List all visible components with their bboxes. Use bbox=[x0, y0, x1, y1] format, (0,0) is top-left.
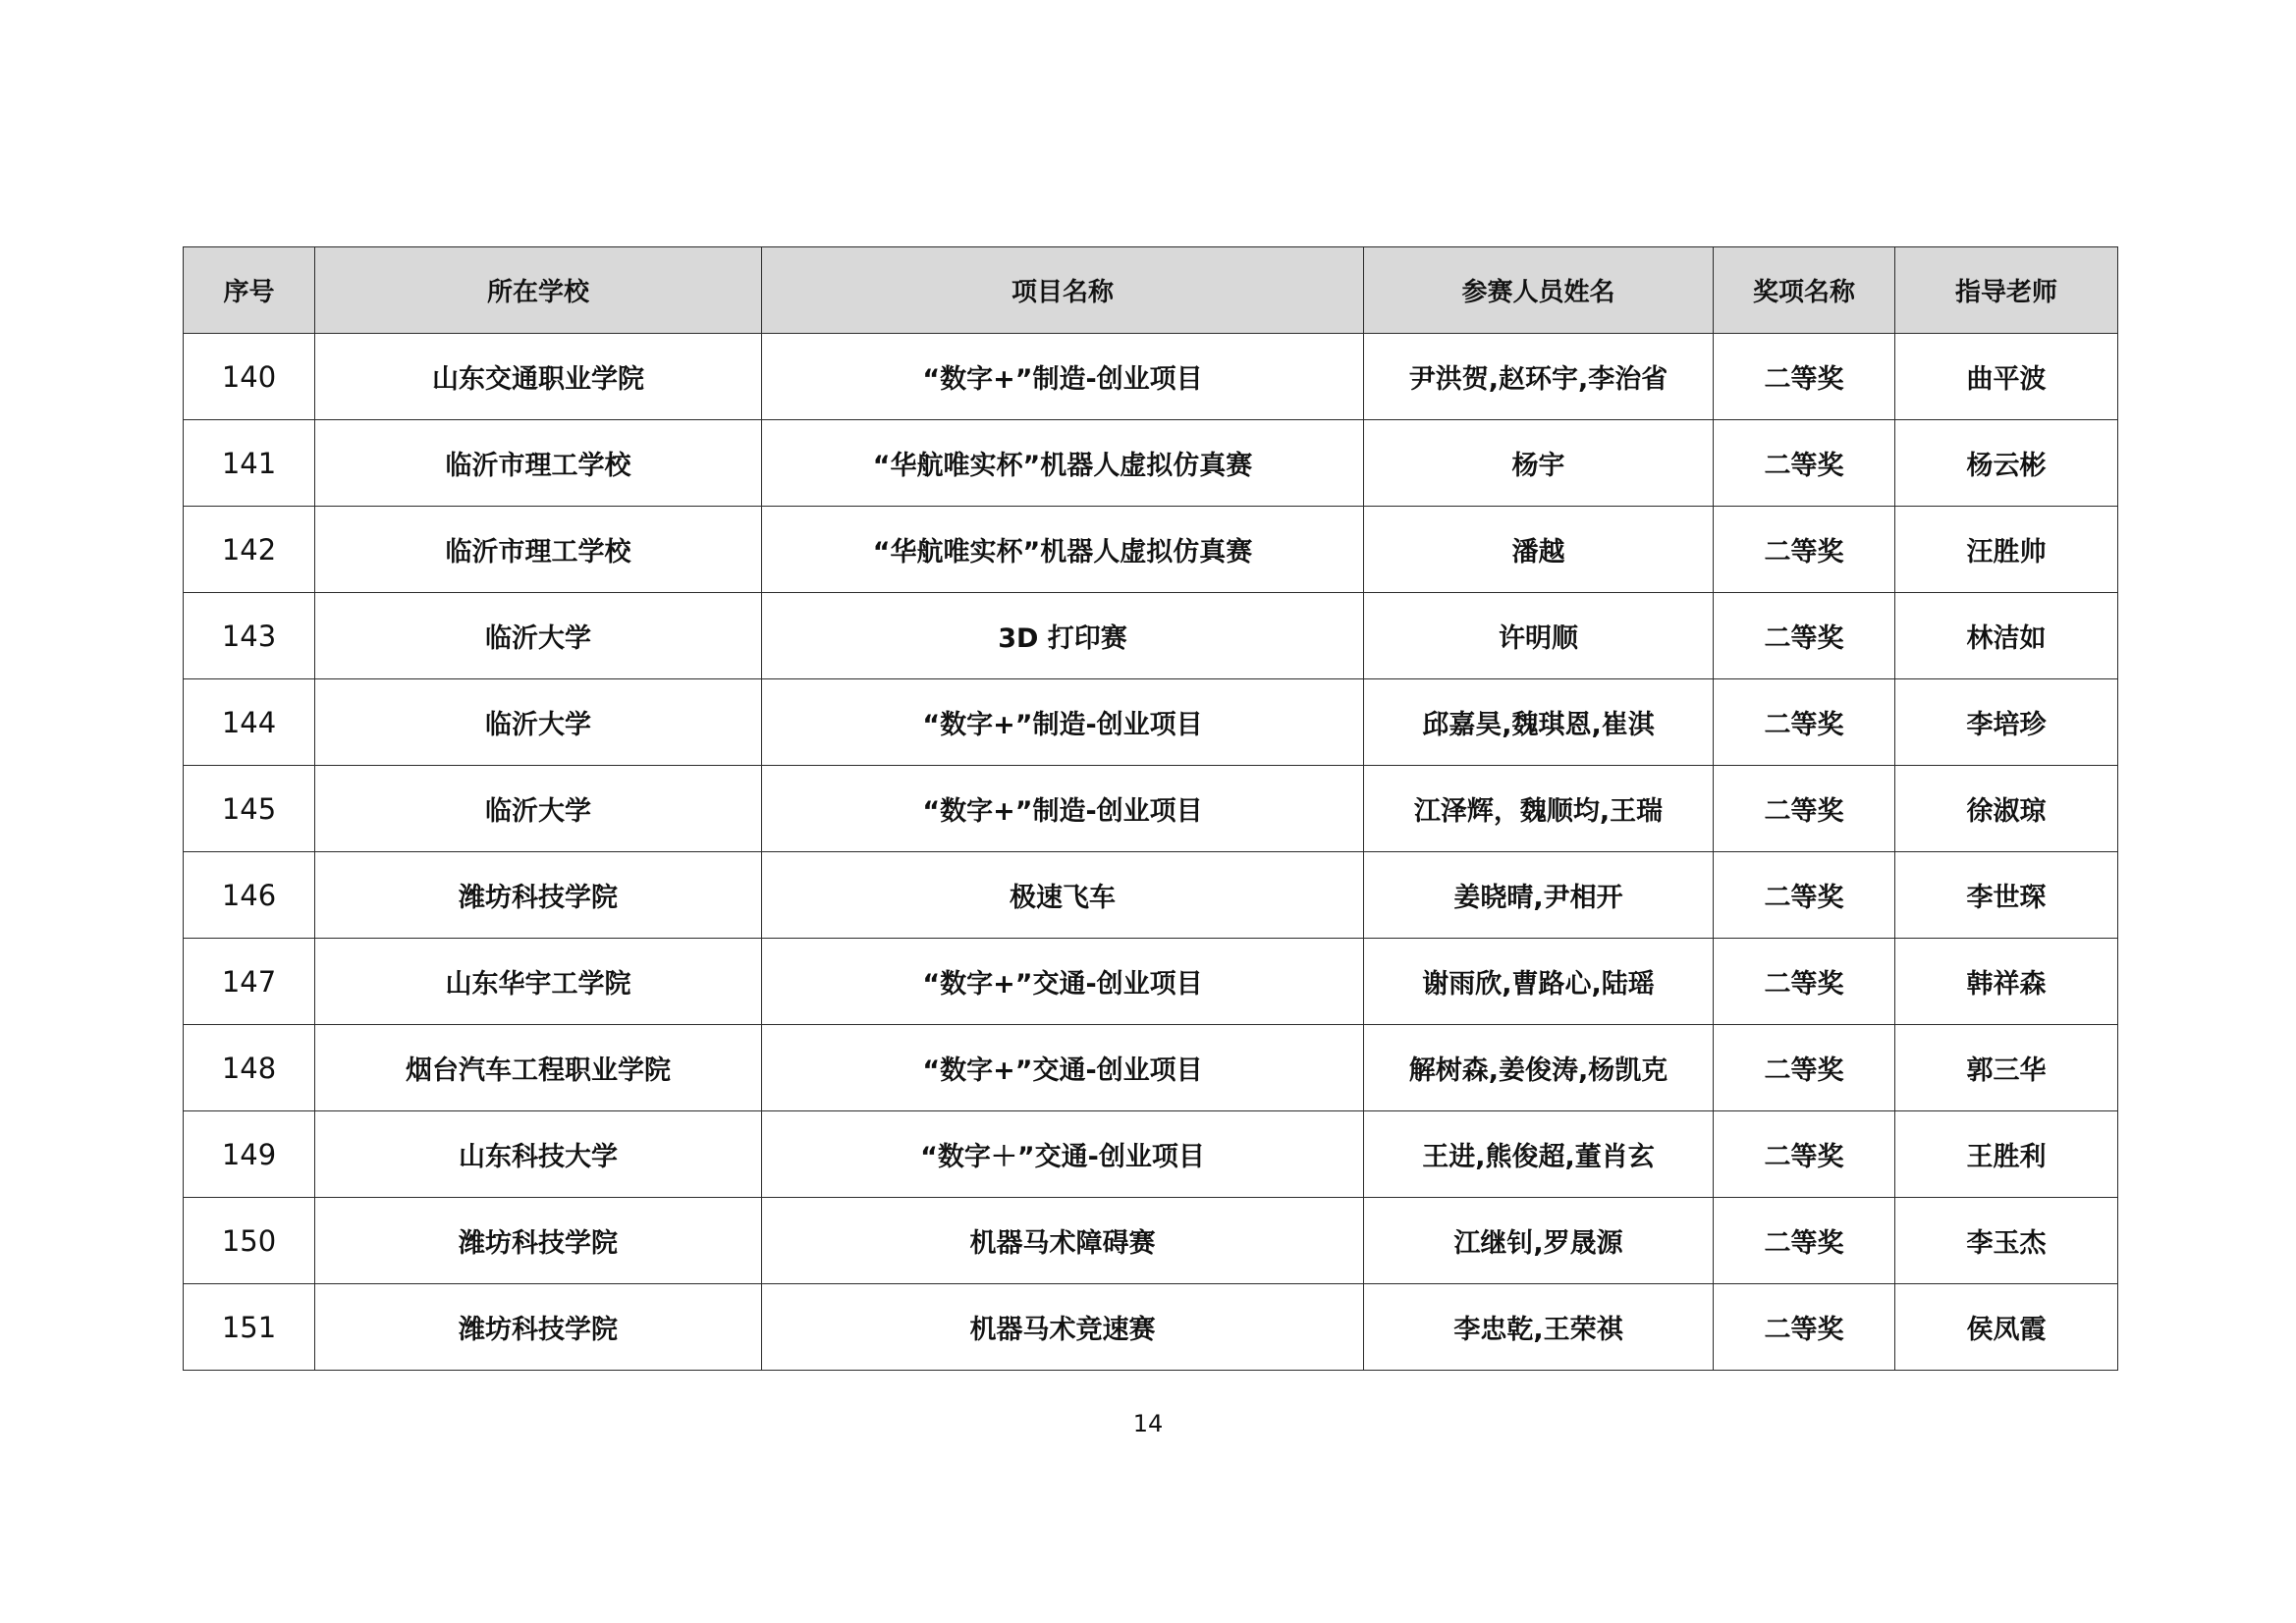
table-body bbox=[184, 334, 2118, 1371]
cell-school: 烟台汽车工程职业学院 bbox=[315, 1025, 762, 1111]
cell-participants: 杨宇 bbox=[1364, 420, 1714, 507]
table-row bbox=[184, 507, 2118, 593]
table-row bbox=[184, 1284, 2118, 1371]
cell-participants: 江继钊,罗晟源 bbox=[1364, 1198, 1714, 1284]
cell-award: 二等奖 bbox=[1714, 334, 1895, 420]
page-number: 14 bbox=[1132, 1410, 1164, 1437]
cell-advisor: 林洁如 bbox=[1895, 593, 2118, 679]
cell-school: 临沂大学 bbox=[315, 679, 762, 766]
cell-seq: 151 bbox=[184, 1284, 315, 1371]
cell-school: 临沂大学 bbox=[315, 593, 762, 679]
header-project: 项目名称 bbox=[762, 247, 1364, 334]
table-row bbox=[184, 1025, 2118, 1111]
cell-school: 临沂市理工学校 bbox=[315, 420, 762, 507]
header-school: 所在学校 bbox=[315, 247, 762, 334]
cell-school: 山东科技大学 bbox=[315, 1111, 762, 1198]
cell-participants: 许明顺 bbox=[1364, 593, 1714, 679]
cell-project: “数字+”制造-创业项目 bbox=[762, 766, 1364, 852]
cell-school: 临沂市理工学校 bbox=[315, 507, 762, 593]
cell-participants: 谢雨欣,曹路心,陆瑶 bbox=[1364, 939, 1714, 1025]
cell-award: 二等奖 bbox=[1714, 420, 1895, 507]
header-award: 奖项名称 bbox=[1714, 247, 1895, 334]
cell-advisor: 李世琛 bbox=[1895, 852, 2118, 939]
cell-seq: 140 bbox=[184, 334, 315, 420]
cell-award: 二等奖 bbox=[1714, 852, 1895, 939]
table-row bbox=[184, 852, 2118, 939]
cell-advisor: 曲平波 bbox=[1895, 334, 2118, 420]
cell-school: 山东华宇工学院 bbox=[315, 939, 762, 1025]
header-row bbox=[184, 247, 2118, 334]
cell-project: “数字+”交通-创业项目 bbox=[762, 939, 1364, 1025]
cell-participants: 潘越 bbox=[1364, 507, 1714, 593]
header-advisor: 指导老师 bbox=[1895, 247, 2118, 334]
table-row bbox=[184, 939, 2118, 1025]
cell-seq: 147 bbox=[184, 939, 315, 1025]
table-row bbox=[184, 766, 2118, 852]
cell-seq: 149 bbox=[184, 1111, 315, 1198]
table-row bbox=[184, 593, 2118, 679]
cell-award: 二等奖 bbox=[1714, 766, 1895, 852]
cell-seq: 141 bbox=[184, 420, 315, 507]
cell-project: 极速飞车 bbox=[762, 852, 1364, 939]
cell-participants: 江泽辉，魏顺均,王瑞 bbox=[1364, 766, 1714, 852]
cell-advisor: 杨云彬 bbox=[1895, 420, 2118, 507]
table-row bbox=[184, 1111, 2118, 1198]
cell-project: “数字+”制造-创业项目 bbox=[762, 334, 1364, 420]
cell-advisor: 侯凤霞 bbox=[1895, 1284, 2118, 1371]
cell-advisor: 郭三华 bbox=[1895, 1025, 2118, 1111]
cell-award: 二等奖 bbox=[1714, 939, 1895, 1025]
cell-advisor: 徐淑琼 bbox=[1895, 766, 2118, 852]
cell-project: “数字+”交通-创业项目 bbox=[762, 1025, 1364, 1111]
cell-award: 二等奖 bbox=[1714, 679, 1895, 766]
cell-award: 二等奖 bbox=[1714, 593, 1895, 679]
cell-participants: 李忠乾,王荣祺 bbox=[1364, 1284, 1714, 1371]
cell-participants: 尹洪贺,赵环宇,李治省 bbox=[1364, 334, 1714, 420]
cell-seq: 146 bbox=[184, 852, 315, 939]
cell-advisor: 李玉杰 bbox=[1895, 1198, 2118, 1284]
award-table bbox=[183, 246, 2118, 1371]
cell-advisor: 李培珍 bbox=[1895, 679, 2118, 766]
cell-school: 临沂大学 bbox=[315, 766, 762, 852]
cell-school: 潍坊科技学院 bbox=[315, 1284, 762, 1371]
cell-participants: 邱嘉昊,魏琪恩,崔淇 bbox=[1364, 679, 1714, 766]
cell-school: 潍坊科技学院 bbox=[315, 852, 762, 939]
cell-seq: 145 bbox=[184, 766, 315, 852]
table-row bbox=[184, 334, 2118, 420]
cell-seq: 150 bbox=[184, 1198, 315, 1284]
cell-project: 机器马术竞速赛 bbox=[762, 1284, 1364, 1371]
cell-project: “数字＋”交通-创业项目 bbox=[762, 1111, 1364, 1198]
cell-project: “数字+”制造-创业项目 bbox=[762, 679, 1364, 766]
cell-seq: 142 bbox=[184, 507, 315, 593]
cell-participants: 姜晓晴,尹相开 bbox=[1364, 852, 1714, 939]
cell-participants: 王进,熊俊超,董肖玄 bbox=[1364, 1111, 1714, 1198]
cell-project: 机器马术障碍赛 bbox=[762, 1198, 1364, 1284]
header-participants: 参赛人员姓名 bbox=[1364, 247, 1714, 334]
table-row bbox=[184, 679, 2118, 766]
cell-seq: 143 bbox=[184, 593, 315, 679]
cell-project: 3D 打印赛 bbox=[762, 593, 1364, 679]
cell-award: 二等奖 bbox=[1714, 1284, 1895, 1371]
cell-advisor: 韩祥森 bbox=[1895, 939, 2118, 1025]
cell-participants: 解树森,姜俊涛,杨凯克 bbox=[1364, 1025, 1714, 1111]
cell-seq: 148 bbox=[184, 1025, 315, 1111]
cell-advisor: 王胜利 bbox=[1895, 1111, 2118, 1198]
cell-project: “华航唯实杯”机器人虚拟仿真赛 bbox=[762, 420, 1364, 507]
cell-award: 二等奖 bbox=[1714, 1198, 1895, 1284]
table-header bbox=[184, 247, 2118, 334]
table-row bbox=[184, 1198, 2118, 1284]
cell-school: 山东交通职业学院 bbox=[315, 334, 762, 420]
cell-advisor: 汪胜帅 bbox=[1895, 507, 2118, 593]
cell-seq: 144 bbox=[184, 679, 315, 766]
cell-award: 二等奖 bbox=[1714, 1025, 1895, 1111]
table-row bbox=[184, 420, 2118, 507]
cell-award: 二等奖 bbox=[1714, 507, 1895, 593]
cell-school: 潍坊科技学院 bbox=[315, 1198, 762, 1284]
cell-award: 二等奖 bbox=[1714, 1111, 1895, 1198]
header-seq: 序号 bbox=[184, 247, 315, 334]
cell-project: “华航唯实杯”机器人虚拟仿真赛 bbox=[762, 507, 1364, 593]
